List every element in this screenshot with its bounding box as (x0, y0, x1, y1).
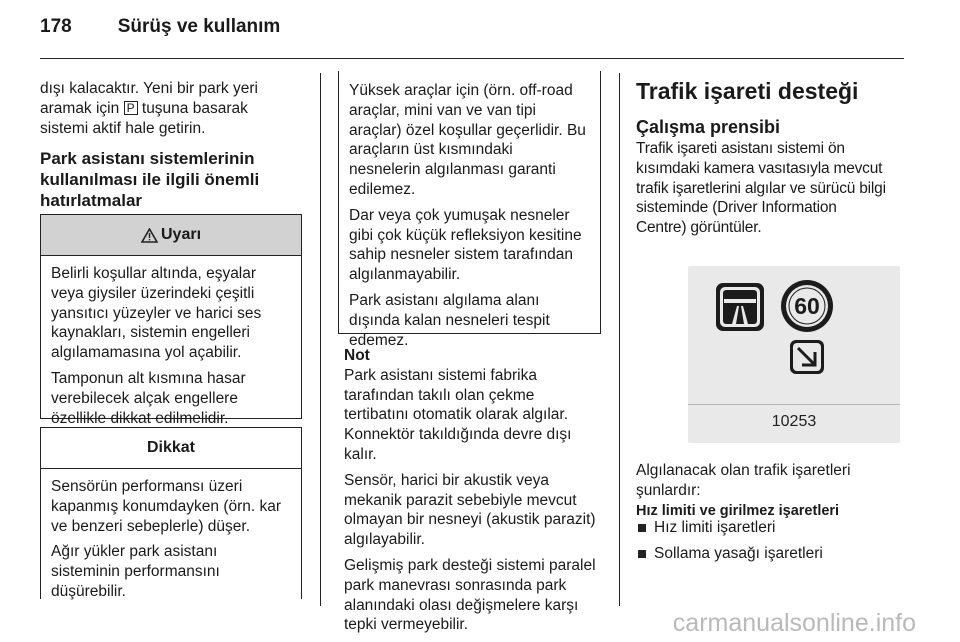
caution-header (41, 428, 301, 469)
text-line: olmayan bir nesneyi (akustik parazit) (344, 511, 596, 529)
text-line: trafik işaretlerini algılar ve sürücü bilgi (636, 179, 886, 197)
text-line: kaynakları, sistemin engelleri (51, 324, 251, 342)
text-line: algılanmayabilir. (349, 266, 461, 284)
text-line: araçlar, mini van ve van tipi (349, 101, 536, 119)
warning-title: Uyarı (160, 226, 202, 243)
warning-header (41, 215, 301, 256)
list-item (638, 544, 823, 564)
speed-limit-sign-icon (781, 280, 833, 332)
text-line: gibi çok küçük refleksiyon kesitine (349, 226, 582, 244)
park-assist-heading (40, 148, 310, 211)
heading-line: Park asistanı sistemlerinin (40, 149, 255, 168)
text-line: mekanik parazit sebebiyle mevcut (344, 491, 577, 509)
warning-paragraph (51, 369, 291, 428)
text-line: özellikle dikkat edilmelidir. (51, 409, 229, 427)
intro-line: aramak için (40, 99, 124, 117)
text-line: Gelişmiş park desteği sistemi paralel (344, 556, 596, 574)
text-line: verebilecek alçak engellere (51, 389, 238, 407)
text-line: sisteminin performansını (51, 563, 220, 581)
heading-line: kullanılması ile ilgili önemli (40, 170, 260, 189)
continued-caution-body (339, 71, 600, 362)
text-line: Ağır yükler park asistanı (51, 543, 218, 561)
text-line: tertibatını otomatik olarak algılar. (344, 406, 569, 424)
bullet-icon (638, 550, 646, 558)
text-line: yansıtıcı yüzeyler ve harici ses (51, 304, 262, 322)
working-principle-heading: Çalışma prensibi (636, 117, 781, 137)
traffic-sign-illustration (688, 266, 900, 404)
text-line: tepki vermeyebilir. (344, 616, 469, 634)
figure-number: 10253 (771, 413, 817, 430)
text-line: dışında kalan nesneleri tespit (349, 311, 550, 329)
warning-paragraph (51, 264, 291, 363)
note-paragraph (344, 471, 616, 550)
text-line: Tamponun alt kısmına hasar (51, 369, 246, 387)
watermark: carmanualsonline.info (672, 609, 916, 637)
arrow-down-right-icon (790, 340, 824, 374)
text-line: Belirli koşullar altında, eşyalar (51, 265, 257, 282)
list-item-text: Sollama yasağı işaretleri (654, 545, 823, 562)
text-line: park manevrası sonrasında park (344, 576, 567, 594)
motorway-sign-icon (716, 283, 764, 331)
detected-signs-intro (636, 461, 906, 501)
warning-triangle-icon (141, 228, 158, 243)
text-line: edilemez. (349, 180, 416, 198)
list-heading: Hız limiti ve girilmez işaretleri (636, 503, 840, 519)
text-line: sisteminde (Driver Information (636, 199, 837, 217)
caution-paragraph (349, 291, 590, 350)
text-line: algılamamasına yol açabilir. (51, 344, 242, 362)
column-divider-1 (320, 73, 321, 606)
text-line: Trafik işareti asistanı sistemi ön (636, 140, 845, 157)
caution-paragraph (51, 477, 291, 536)
text-line: Sensörün performansı üzeri (51, 478, 243, 495)
text-line: kapanmış konumdayken (örn. kar (51, 497, 282, 515)
caution-paragraph (349, 206, 590, 285)
text-line: şunlardır: (636, 481, 701, 499)
text-line: Yüksek araçlar için (örn. off-road (349, 82, 573, 99)
parking-button-icon: P (124, 101, 138, 115)
speed-limit-value: 60 (794, 293, 820, 319)
intro-line: sistemi aktif hale getirin. (40, 119, 206, 137)
text-line: Dar veya çok yumuşak nesneler (349, 206, 570, 224)
text-line: veya giysiler üzerindeki çeşitli (51, 284, 255, 302)
note-section (344, 346, 616, 635)
text-line: Park asistanı sistemi fabrika (344, 366, 537, 384)
text-line: sahip nesneler sistem tarafından (349, 246, 574, 264)
list-item-text: Hız limiti işaretleri (654, 519, 776, 536)
text-line: nesnelerin algılanması garanti (349, 161, 556, 179)
text-line: edemez. (349, 331, 409, 349)
intro-line: tuşuna basarak (137, 99, 248, 117)
warning-body (41, 256, 301, 440)
header-divider (40, 58, 904, 59)
note-paragraph (344, 556, 616, 635)
text-line: kalır. (344, 445, 377, 463)
continued-caution-box (338, 71, 601, 349)
text-line: ve benzeri sebeplerle) düşer. (51, 517, 251, 535)
note-paragraph (344, 366, 616, 465)
section-title: Sürüş ve kullanım (117, 16, 281, 37)
text-line: tarafından takılı olan çekme (344, 386, 535, 404)
text-line: Sensör, harici bir akustik veya (344, 471, 550, 489)
page-number: 178 (40, 16, 72, 37)
text-line: araçların üst kısmındaki (349, 141, 513, 159)
note-title: Not (344, 347, 370, 364)
text-line: kısımdaki kamera vasıtasıyla mevcut (636, 159, 883, 177)
intro-line: dışı kalacaktır. Yeni bir park yeri (40, 80, 258, 97)
warning-box (40, 214, 302, 427)
text-line: Park asistanı algılama alanı (349, 291, 540, 309)
text-line: Centre) görüntüler. (636, 219, 762, 237)
traffic-sign-title: Trafik işareti desteği (636, 78, 859, 104)
caution-title: Dikkat (146, 439, 196, 456)
column-divider-2 (619, 73, 620, 606)
intro-paragraph (40, 79, 310, 138)
text-line: alanındaki olası değişmelere karşı (344, 596, 579, 614)
figure-divider (688, 404, 900, 405)
text-line: Konnektör takıldığında devre dışı (344, 426, 572, 444)
list-item (638, 518, 775, 538)
text-line: algılayabilir. (344, 531, 425, 549)
bullet-icon (638, 524, 646, 532)
caution-paragraph (349, 81, 590, 200)
text-line: Algılanacak olan trafik işaretleri (636, 462, 851, 479)
caution-body (41, 469, 301, 614)
caution-paragraph (51, 542, 291, 601)
traffic-sign-intro (636, 139, 906, 238)
heading-line: hatırlatmalar (40, 191, 143, 210)
text-line: araçlar) özel koşullar geçerlidir. Bu (349, 121, 586, 139)
page-header (40, 16, 280, 38)
traffic-sign-figure (688, 266, 900, 443)
text-line: düşürebilir. (51, 582, 126, 600)
caution-box (40, 427, 302, 599)
